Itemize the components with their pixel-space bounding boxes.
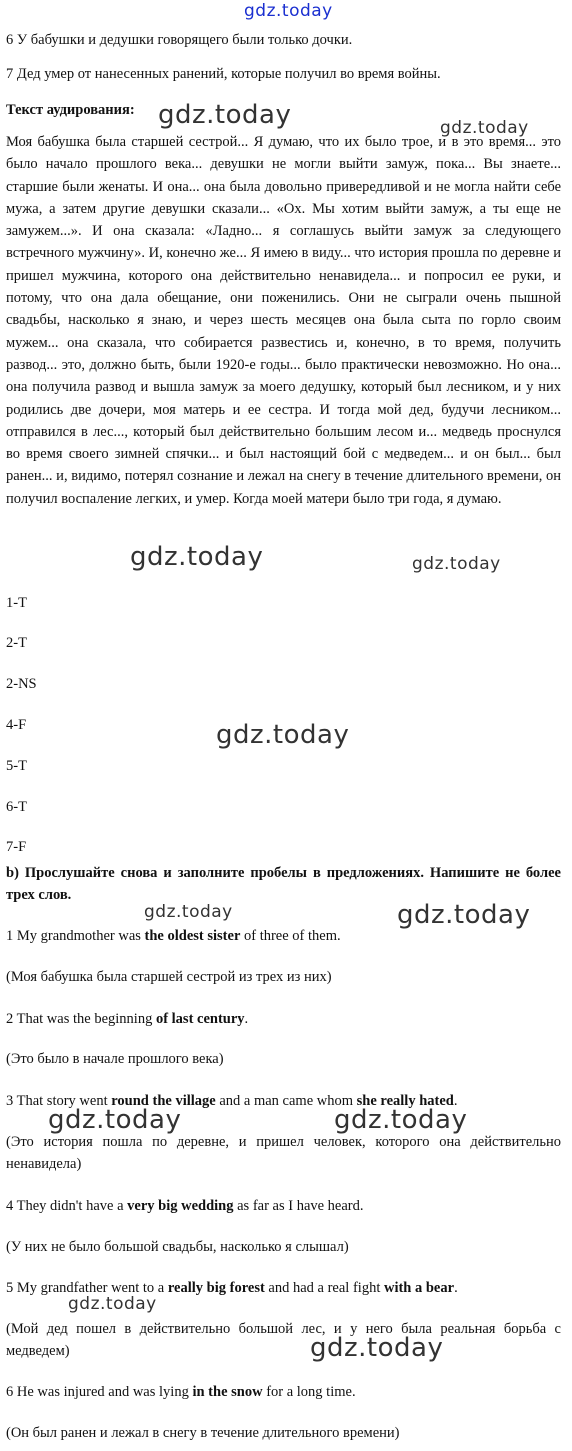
listening-heading: Текст аудирования: <box>6 102 135 118</box>
answer-fill: really big forest <box>167 1280 265 1296</box>
translation-2: (Это было в начале прошлого века) <box>6 1051 224 1067</box>
watermark: gdz.today <box>158 100 292 130</box>
sentence-text: 4 They didn't have a <box>6 1198 128 1214</box>
task-b-heading: b) Прослушайте снова и заполните пробелы в предложениях. Напишите не более трех слов. <box>6 865 561 903</box>
answer-fill: round the village <box>111 1093 216 1109</box>
sentence-text: . <box>244 1011 249 1027</box>
answer-fill: she really hated <box>356 1093 454 1109</box>
answer-fill: of last century <box>155 1011 245 1027</box>
sentence-text: 6 He was injured and was lying <box>6 1384 193 1400</box>
sentence-text: of three of them. <box>240 928 341 944</box>
translation-6: (Он был ранен и лежал в снегу в течение длительного времени) <box>6 1425 400 1441</box>
tf-answer: 5-T <box>6 758 27 774</box>
sentence-3 <box>6 1090 562 1112</box>
watermark: gdz.today <box>68 1294 157 1314</box>
sentence-text: as far as I have heard. <box>233 1198 364 1214</box>
answer-fill: with a bear <box>383 1280 455 1296</box>
sentence-6 <box>6 1381 562 1403</box>
sentence-text: . <box>453 1093 458 1109</box>
tf-answer: 2-T <box>6 635 27 651</box>
tf-answer: 4-F <box>6 717 27 733</box>
tf-answer: 6-T <box>6 799 27 815</box>
sentence-text: for a long time. <box>262 1384 356 1400</box>
tf-answer: 2-NS <box>6 676 37 692</box>
tf-answer: 7-F <box>6 839 27 855</box>
sentence-text: 1 My grandmother was <box>6 928 145 944</box>
watermark: gdz.today <box>334 1105 468 1135</box>
watermark: gdz.today <box>397 900 531 930</box>
watermark-top: gdz.today <box>244 1 333 21</box>
translation-4: (У них не было большой свадьбы, насколько я слышал) <box>6 1239 349 1255</box>
answer-line: 6 У бабушки и дедушки говорящего были только дочки. <box>6 32 353 48</box>
sentence-text: 5 My grandfather went to a <box>6 1280 168 1296</box>
sentence-text: and had a real fight <box>264 1280 384 1296</box>
answer-line: 7 Дед умер от нанесенных ранений, которые получил во время войны. <box>6 66 441 82</box>
sentence-5 <box>6 1277 562 1299</box>
watermark: gdz.today <box>310 1333 444 1363</box>
sentence-2 <box>6 1008 562 1030</box>
watermark: gdz.today <box>130 542 264 572</box>
watermark: gdz.today <box>412 554 501 574</box>
translation-3: (Это история пошла по деревне, и пришел человек, которого она действительно ненавидела) <box>6 1134 561 1172</box>
sentence-text: . <box>454 1280 458 1296</box>
translation-1: (Моя бабушка была старшей сестрой из трех из них) <box>6 969 332 985</box>
translation-5: (Мой дед пошел в действительно большой лес, и у него была реальная борьба с медведем) <box>6 1321 561 1359</box>
sentence-1 <box>6 925 562 947</box>
watermark: gdz.today <box>144 902 233 922</box>
listening-text: Моя бабушка была старшей сестрой... Я думаю, что их было трое, и в это время... это было начало прошлого века... девушки не могли выйти замуж, пока... Вы знаете... старшие были женаты. И она... она была довольно привередливой и не могла найти себе мужа, а затем другие девушки сказали... «Ох. Мы хотим выйти замуж, а ты еще не замужем...». И она сказала: «Ладно... я соглашусь выйти замуж за следующего встречного мужчину». И, конечно же... Я имею в виду... что история прошла по деревне и пришел мужчина, которого она действительно ненавидела... и попросил ее руки, и потому, что она дала обещание, они поженились. Они не сыграли очень пышной свадьбы, насколько я знаю, и через шесть месяцев она была сыта по горло своим мужем... она сказала, что собирается развестись и, конечно, в то время, получить развод... это, должно быть, были 1920-е годы... было практически невозможно. Но она... она получила развод и вышла замуж за моего дедушку, который был лесником, и у них родились две дочери, моя матерь и ее сестра. И тогда мой дед, будучи лесником... отправился в лес..., который был действительно большим лесом и... медведь проснулся во время своего зимней спячки... и был настоящий бой с медведем... и он был... был ранен... и, видимо, потерял сознание и лежал на снегу в течение длительного времени, он получил воспаление легких, и умер. Когда моей матери было три года, я думаю. <box>6 134 561 507</box>
watermark: gdz.today <box>216 720 350 750</box>
tf-answer: 1-T <box>6 595 27 611</box>
watermark: gdz.today <box>440 118 529 138</box>
sentence-text: 2 That was the beginning <box>6 1011 156 1027</box>
answer-fill: in the snow <box>192 1384 263 1400</box>
answer-fill: the oldest sister <box>144 928 241 944</box>
sentence-text: and a man came whom <box>215 1093 357 1109</box>
answer-fill: very big wedding <box>127 1198 234 1214</box>
sentence-text: 3 That story went <box>6 1093 112 1109</box>
sentence-4 <box>6 1195 562 1217</box>
watermark: gdz.today <box>48 1105 182 1135</box>
